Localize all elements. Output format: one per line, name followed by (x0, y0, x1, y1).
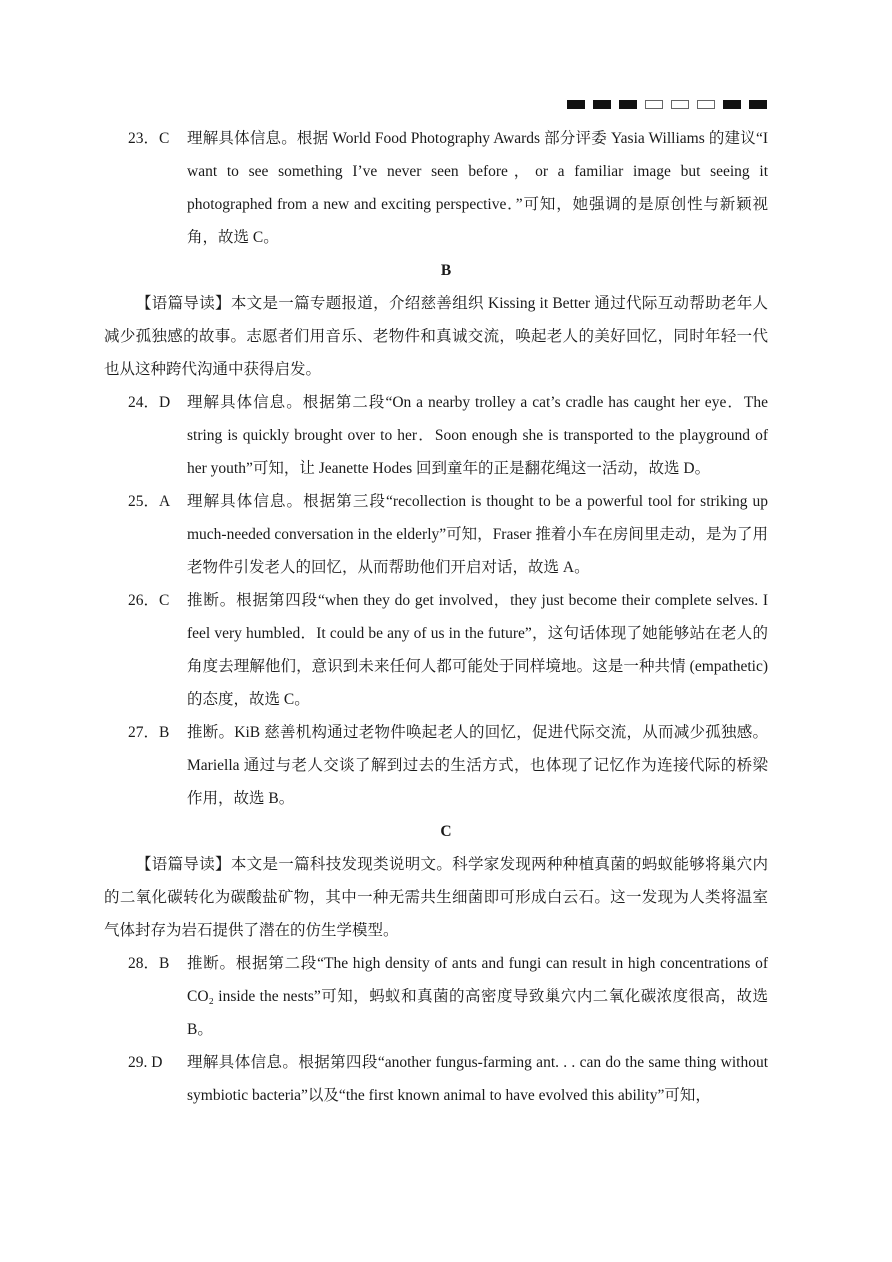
answer-number: 23．C (128, 130, 170, 147)
answer-explanation: 推断。根据第二段“The high density of ants and fungi can result in high concentrations of CO₂ inside the nests”可知，蚂蚁和真菌的高密度导致巢穴内二氧化碳浓度很高，故选 B。 (187, 955, 768, 1038)
reading-guide-c: 【语篇导读】本文是一篇科技发现类说明文。科学家发现两种种植真菌的蚂蚁能够将巢穴内的二氧化碳转化为碳酸盐矿物，其中一种无需共生细菌即可形成白云石。这一发现为人类将温室气体封存为岩石提供了潜在的仿生学模型。 (104, 856, 768, 939)
answer-item-29 (128, 1046, 768, 1112)
reading-guide-b: 【语篇导读】本文是一篇专题报道，介绍慈善组织 Kissing it Better 通过代际互动帮助老年人减少孤独感的故事。志愿者们用音乐、老物件和真诚交流，唤起老人的美好回忆，同时年轻一代也从这种跨代沟通中获得启发。 (104, 295, 768, 378)
section-heading-b: B (440, 262, 452, 279)
header-mark-2 (593, 100, 611, 109)
answer-explanation: 推断。KiB 慈善机构通过老物件唤起老人的回忆，促进代际交流，从而减少孤独感。Mariella 通过与老人交谈了解到过去的生活方式，也体现了记忆作为连接代际的桥梁作用，故选 B。 (187, 724, 768, 807)
answer-number: 24．D (128, 394, 171, 411)
answer-number: 29. D (128, 1054, 163, 1071)
answer-number: 26．C (128, 592, 170, 609)
answer-item-28 (128, 947, 768, 1046)
header-mark-1 (567, 100, 585, 109)
header-mark-4 (645, 100, 663, 109)
answer-number: 25．A (128, 493, 171, 510)
answer-item-25 (128, 485, 768, 584)
header-mark-5 (671, 100, 689, 109)
answer-explanation: 理解具体信息。根据第二段“On a nearby trolley a cat’s cradle has caught her eye．The string is quickly brought over to her．Soon enough she is transported to the playground of her youth”可知，让 Jeanette Hodes 回到童年的正是翻花绳这一活动，故选 D。 (187, 394, 768, 477)
answer-item-27 (128, 716, 768, 815)
answer-explanation: 推断。根据第四段“when they do get involved，they just become their complete selves. I feel very humbled．It could be any of us in the future”，这句话体现了她能够站在老人的角度去理解他们，意识到未来任何人都可能处于同样境地。这是一种共情 (empathetic) 的态度，故选 C。 (187, 592, 768, 708)
section-heading-c: C (440, 823, 452, 840)
answer-explanation: 理解具体信息。根据第三段“recollection is thought to be a powerful tool for striking up much-needed conversation in the elderly”可知，Fraser 推着小车在房间里走动，是为了用老物件引发老人的回忆，从而帮助他们开启对话，故选 A。 (187, 493, 768, 576)
answer-item-23 (128, 122, 768, 254)
answer-number: 27．B (128, 724, 170, 741)
page-header-marks (567, 100, 767, 109)
answer-explanation: 理解具体信息。根据 World Food Photography Awards 部分评委 Yasia Williams 的建议“I want to see something I’ve never seen before，or a familiar image but seeing it photographed from a new and exciting perspective．”可知，她强调的是原创性与新颖视角，故选 C。 (187, 130, 768, 246)
answer-item-24 (128, 386, 768, 485)
answer-number: 28．B (128, 955, 170, 972)
answer-content (104, 122, 768, 1112)
header-mark-3 (619, 100, 637, 109)
header-mark-7 (723, 100, 741, 109)
answer-explanation: 理解具体信息。根据第四段“another fungus-farming ant. . . can do the same thing without symbiotic bacteria”以及“the first known animal to have evolved this ability”可知， (187, 1054, 768, 1104)
answer-item-26 (128, 584, 768, 716)
header-mark-6 (697, 100, 715, 109)
header-mark-8 (749, 100, 767, 109)
